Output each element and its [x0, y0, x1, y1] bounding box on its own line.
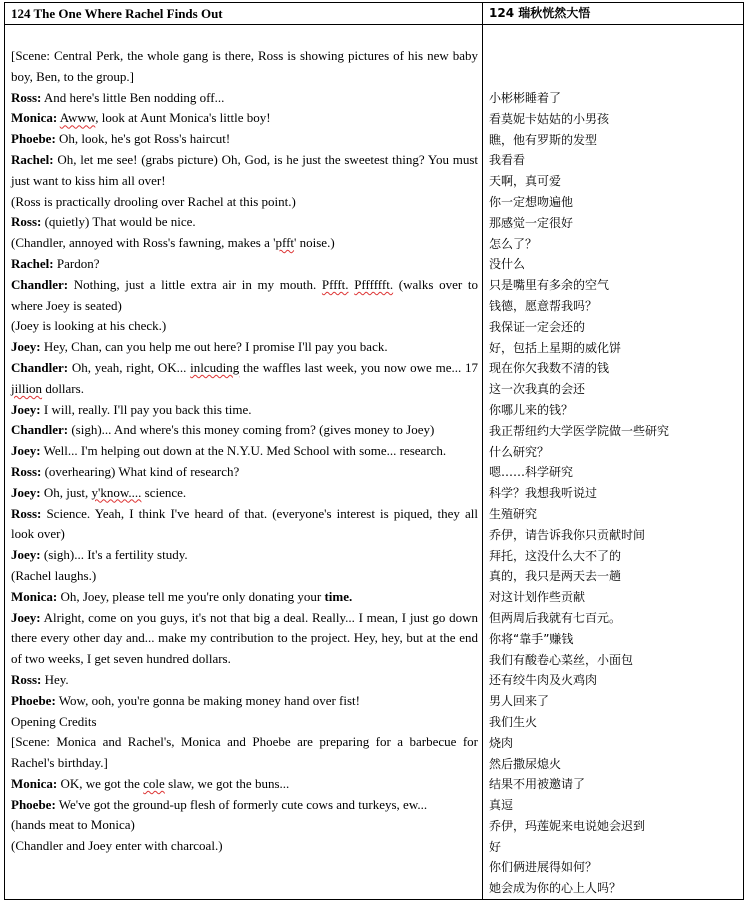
english-script	[5, 25, 482, 857]
script-line	[11, 504, 478, 546]
script-line	[11, 400, 478, 421]
speaker-name: Monica:	[11, 588, 58, 604]
line-text: Wow, ooh, you're gonna be making money hand over fist!	[58, 692, 360, 708]
script-line	[11, 254, 478, 275]
subtitle-line: 什么研究？	[489, 444, 550, 459]
line-text: Oh, look, he's got Ross's haircut!	[59, 131, 231, 147]
subtitle-line: 生殖研究	[489, 506, 538, 521]
chinese-subtitle-cell	[483, 25, 744, 900]
speaker-name: Rachel:	[11, 255, 54, 271]
speaker-name: Joey:	[11, 547, 41, 563]
speaker-name: Chandler:	[11, 276, 69, 292]
subtitle-line: 瞧，他有罗斯的发型	[489, 132, 598, 147]
script-line	[11, 795, 478, 816]
subtitle-line: 怎么了？	[489, 236, 538, 251]
speaker-name: Joey:	[11, 484, 41, 500]
subtitle-line: 然后撒尿熄火	[489, 756, 562, 771]
script-line	[11, 420, 478, 441]
line-text: (quietly) That would be nice.	[44, 214, 196, 230]
speaker-name: Ross:	[11, 89, 42, 105]
script-line	[11, 192, 478, 213]
header-row	[5, 3, 744, 25]
subtitle-line: 还有绞牛肉及火鸡肉	[489, 673, 598, 688]
script-line	[11, 88, 478, 109]
line-text: Hey.	[44, 671, 69, 687]
subtitle-line: 你将“靠手”赚钱	[489, 631, 574, 646]
subtitle-line: 现在你欠我数不清的钱	[489, 361, 610, 376]
subtitle-line: 天啊，真可爱	[489, 174, 562, 189]
line-text: (overhearing) What kind of research?	[44, 463, 240, 479]
subtitle-line: 我们有酸卷心菜丝，小面包	[489, 652, 634, 667]
chinese-subtitles	[483, 25, 743, 899]
subtitle-line: 你们俩进展得如何？	[489, 860, 598, 875]
speaker-name: Chandler:	[11, 359, 69, 375]
header-cell-english	[5, 3, 483, 25]
script-line	[11, 483, 478, 504]
subtitle-line: 我们生火	[489, 714, 538, 729]
script-line	[11, 836, 478, 857]
speaker-name: Rachel:	[11, 151, 54, 167]
speaker-name: Ross:	[11, 463, 42, 479]
line-text: Oh, Joey, please tell me you're only donating your	[60, 588, 322, 604]
script-line	[11, 691, 478, 712]
subtitle-line: 真的，我只是两天去一趟	[489, 569, 622, 584]
line-text: Pardon?	[56, 255, 100, 271]
script-line	[11, 129, 478, 150]
script-line	[11, 275, 478, 317]
line-text: (Chandler and Joey enter with charcoal.)	[11, 838, 223, 854]
speaker-name: Monica:	[11, 110, 58, 126]
line-text: (Joey is looking at his check.)	[11, 318, 167, 334]
speaker-name: Phoebe:	[11, 796, 56, 812]
subtitle-line: 好，包括上星期的威化饼	[489, 340, 622, 355]
subtitle-line: 真逗	[489, 798, 514, 813]
speaker-name: Ross:	[11, 214, 42, 230]
line-text: Nothing, just a little extra air in my mouth. Pffft. Pfffffft. (walks over to where Joey is seated)	[11, 276, 478, 313]
speaker-name: Chandler:	[11, 422, 69, 438]
subtitle-line: 小彬彬睡着了	[489, 91, 562, 105]
body-row	[5, 25, 744, 900]
speaker-name: Joey:	[11, 401, 41, 417]
script-line	[11, 815, 478, 836]
speaker-name: Ross:	[11, 505, 42, 521]
episode-title-english: 124 The One Where Rachel Finds Out	[11, 6, 223, 21]
line-text: (Ross is practically drooling over Rachel at this point.)	[11, 193, 296, 209]
line-text: Awww, look at Aunt Monica's little boy!	[59, 110, 271, 126]
script-line	[11, 358, 478, 400]
subtitle-line: 男人回来了	[489, 694, 550, 709]
line-text: [Scene: Central Perk, the whole gang is there, Ross is showing pictures of his new baby boy, Ben, to the group.]	[11, 48, 478, 84]
subtitle-line: 没什么	[489, 257, 526, 272]
subtitle-line: 她会成为你的心上人吗？	[489, 881, 622, 896]
script-line	[11, 150, 478, 192]
subtitle-line: 拜托，这没什么大不了的	[489, 548, 622, 563]
line-text: Science. Yeah, I think I've heard of that. (everyone's interest is piqued, they all look over)	[11, 505, 479, 542]
script-line	[11, 233, 478, 254]
script-line	[11, 46, 478, 88]
subtitle-line: 结果不用被邀请了	[489, 777, 586, 792]
script-line	[11, 337, 478, 358]
line-text: [Scene: Monica and Rachel's, Monica and Phoebe are preparing for a barbecue for Rachel's birthday.]	[11, 734, 478, 771]
subtitle-line: 但两周后我就有七百元。	[489, 610, 622, 625]
speaker-name: Ross:	[11, 671, 42, 687]
subtitle-line: 我看看	[489, 153, 526, 168]
script-line	[11, 545, 478, 566]
script-line	[11, 566, 478, 587]
line-text: (Rachel laughs.)	[11, 567, 97, 583]
episode-title-chinese: 124 瑞秋恍然大悟	[489, 6, 591, 20]
speaker-name: Phoebe:	[11, 692, 56, 708]
subtitle-line: 对这计划作些贡献	[489, 590, 586, 605]
subtitle-line: 你哪儿来的钱？	[489, 402, 574, 417]
line-text: Oh, let me see! (grabs picture) Oh, God, is he just the sweetest thing? You must just want to kiss him all over!	[11, 151, 478, 188]
subtitle-line: 只是嘴里有多余的空气	[489, 278, 610, 293]
script-line	[11, 774, 478, 795]
script-line	[11, 462, 478, 483]
speaker-name: Joey:	[11, 339, 41, 355]
line-text: I will, really. I'll pay you back this time.	[43, 401, 252, 417]
line-text: We've got the ground-up flesh of formerly cute cows and turkeys, ew...	[58, 796, 428, 812]
script-line	[11, 212, 478, 233]
line-text: (hands meat to Monica)	[11, 817, 135, 833]
subtitle-line: 好	[489, 839, 502, 854]
script-line	[11, 608, 478, 670]
script-line	[11, 441, 478, 462]
script-line	[11, 587, 478, 608]
subtitle-line: 钱德，愿意帮我吗？	[489, 298, 598, 313]
line-text: Well... I'm helping out down at the N.Y.U. Med School with some... research.	[43, 443, 447, 459]
subtitle-line: 嗯……科学研究	[489, 465, 574, 480]
line-text: (sigh)... And where's this money coming from? (gives money to Joey)	[71, 422, 435, 438]
speaker-name: Monica:	[11, 775, 58, 791]
line-text: Alright, come on you guys, it's not that big a deal. Really... I mean, I just go down there every other day and... make my contribution to the project. Hey, hey, but at the end of two weeks, I get seven hundred dollars.	[11, 609, 478, 667]
line-text: Oh, yeah, right, OK... inlcuding the waffles last week, you now owe me... 17 jillion dollars.	[11, 359, 478, 396]
line-text: (Chandler, annoyed with Ross's fawning, makes a 'pfft' noise.)	[11, 235, 335, 251]
line-text: And here's little Ben nodding off...	[43, 89, 225, 105]
line-text: (sigh)... It's a fertility study.	[43, 547, 188, 563]
english-script-cell	[5, 25, 483, 900]
subtitle-line: 那感觉一定很好	[489, 215, 574, 230]
emphasis-text: time.	[324, 588, 353, 604]
line-text: Hey, Chan, can you help me out here? I promise I'll pay you back.	[43, 339, 388, 355]
line-text: OK, we got the cole slaw, we got the buns...	[60, 775, 290, 791]
script-line	[11, 712, 478, 733]
subtitle-line: 这一次我真的会还	[489, 382, 586, 397]
script-line	[11, 108, 478, 129]
subtitle-line: 你一定想吻遍他	[489, 194, 574, 209]
header-cell-chinese	[483, 3, 744, 25]
speaker-name: Phoebe:	[11, 131, 56, 147]
subtitle-line: 看莫妮卡姑姑的小男孩	[489, 111, 610, 126]
subtitle-line: 我保证一定会还的	[489, 319, 586, 334]
speaker-name: Joey:	[11, 443, 41, 459]
line-text: Opening Credits	[11, 713, 97, 729]
subtitle-line: 我正帮纽约大学医学院做一些研究	[489, 423, 670, 438]
subtitle-line: 乔伊，玛莲妮来电说她会迟到	[489, 818, 646, 833]
subtitle-line: 烧肉	[489, 735, 514, 750]
subtitle-line: 科学？我想我听说过	[489, 486, 598, 501]
bilingual-script-table	[4, 2, 744, 900]
script-line	[11, 732, 478, 774]
script-line	[11, 316, 478, 337]
subtitle-line: 乔伊，请告诉我你只贡献时间	[489, 527, 646, 542]
script-line	[11, 670, 478, 691]
speaker-name: Joey:	[11, 609, 41, 625]
line-text: Oh, just, y'know.... science.	[43, 484, 187, 500]
